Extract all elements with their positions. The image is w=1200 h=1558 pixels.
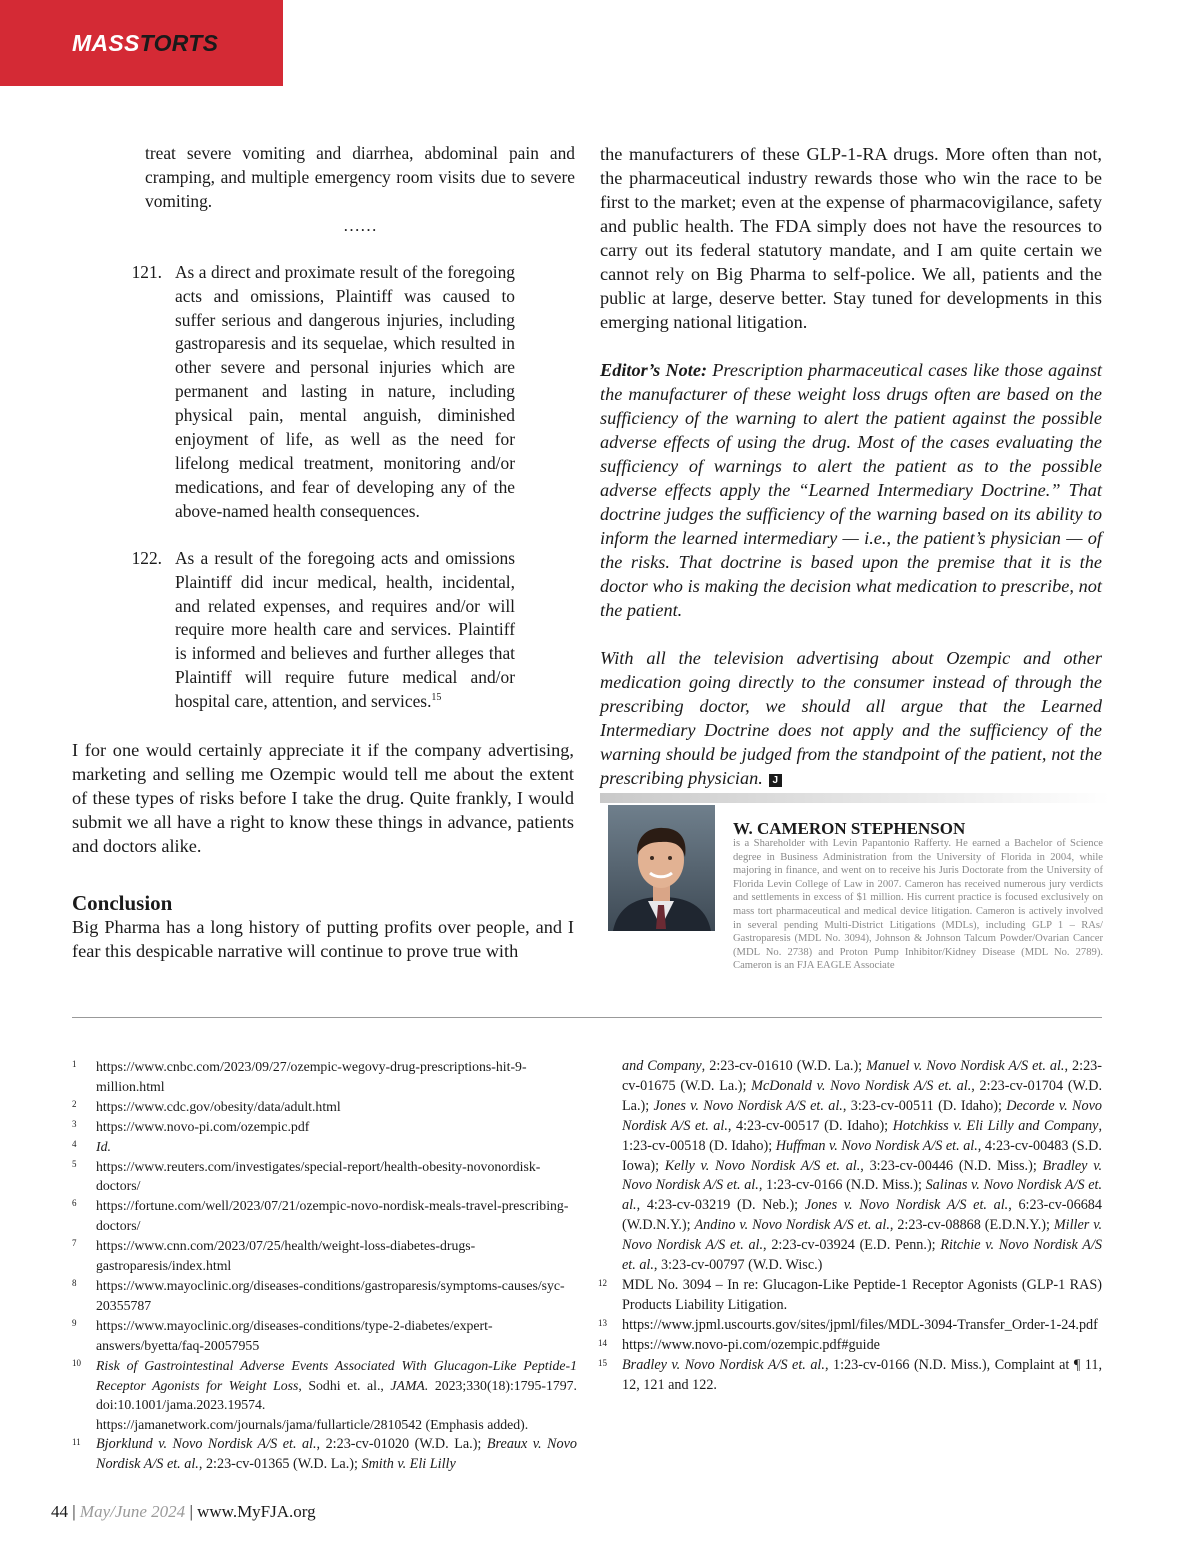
page-number: 44: [51, 1502, 68, 1521]
case-citation: , 2:23-cv-08868 (E.D.N.Y.);: [889, 1217, 1054, 1234]
conclusion-heading: Conclusion: [72, 891, 173, 916]
footnote-item: [598, 1316, 1102, 1336]
footnote-number: 2: [72, 1098, 77, 1109]
footnote-item: [598, 1356, 1102, 1396]
footnote-number: 6: [72, 1198, 77, 1209]
case-citation: , 2:23-cv-01020 (W.D. La.);: [316, 1436, 487, 1453]
footnote-number: 7: [72, 1238, 77, 1249]
footnote-number: 9: [72, 1317, 77, 1328]
case-name: Bjorklund v. Novo Nordisk A/S et. al.: [96, 1436, 317, 1453]
case-name: Manuel v. Novo Nordisk A/S et. al.: [866, 1058, 1065, 1074]
footnote-item: [598, 1336, 1102, 1356]
case-citation: , 2:23-cv-01704 (W.D. La.);: [622, 1077, 1102, 1114]
case-name: Bradley v. Novo Nordisk A/S et. al.: [622, 1157, 1103, 1194]
footnote-text: [96, 1356, 577, 1436]
page-footer: [51, 1502, 316, 1522]
issue-date: May/June 2024: [79, 1502, 186, 1521]
case-name: Smith v. Eli Lilly: [361, 1456, 456, 1473]
section-title-part2: TORTS: [139, 30, 219, 56]
case-name: Bradley v. Novo Nordisk A/S et. al.: [622, 1356, 825, 1373]
case-name: Jones v. Novo Nordisk A/S et. al.: [804, 1197, 1009, 1214]
case-citation: , 2:23-cv-01365 (W.D. La.);: [198, 1456, 362, 1473]
footnote-item: [72, 1157, 577, 1197]
footnote-divider: [72, 1017, 1102, 1018]
footnote-text: [96, 1435, 577, 1475]
case-citation: , 1:23-cv-0166 (N.D. Miss.), Complaint at ¶ 11, 12, 121 and 122.: [622, 1356, 1102, 1393]
left-column: [72, 142, 574, 963]
footnote-number: 8: [72, 1277, 77, 1288]
case-name: Jones v. Novo Nordisk A/S et. al.: [653, 1097, 843, 1114]
footnote-item: [72, 1097, 577, 1117]
journal-name: JAMA.: [390, 1377, 429, 1393]
footnote-list: [598, 1276, 1102, 1356]
conclusion-paragraph: Big Pharma has a long history of putting profits over people, and I fear this despicable narrative will continue to prove true with: [72, 917, 574, 962]
footnote-number: 10: [72, 1357, 81, 1368]
case-citation: , 3:23-cv-00797 (W.D. Wisc.): [653, 1257, 823, 1274]
right-column: [600, 142, 1102, 790]
editors-note-second: [600, 646, 1102, 790]
case-name: McDonald v. Novo Nordisk A/S et. al.: [751, 1077, 972, 1094]
footnote-text: https://www.mayoclinic.org/diseases-conditions/type-2-diabetes/expert-answers/byetta/faq-20057955: [96, 1317, 493, 1353]
footnote-text: https://www.novo-pi.com/ozempic.pdf: [96, 1118, 310, 1134]
footnote-text: https://www.cnbc.com/2023/09/27/ozempic-wegovy-drug-prescriptions-hit-9-million.html: [96, 1059, 527, 1094]
footnote-text: https://www.reuters.com/investigates/special-report/health-obesity-novonordisk-doctors/: [96, 1158, 541, 1194]
author-bio-text: is a Shareholder with Levin Papantonio Rafferty. He earned a Bachelor of Science degree in Business Administration from the University of Florida in 2004, while majoring in finance, and went on to receive his Juris Doctorate from the University of Florida Levin College of Law in 2007. Cameron has received numerous jury verdicts and settlements in excess of $1 million. His current practice is focused exclusively on mass tort pharmaceutical and medical device litigation. Cameron is actively involved in several pending Multi-District Litigations (MDLs), including GLP 1 – RAs/ Gastroparesis (MDL No. 3094), Johnson & Johnson Talcum Powder/Ovarian Cancer (MDL No. 2738) and Proton Pump Inhibitor/Kidney Disease (MDL No. 2789). Cameron is an FJA EAGLE Associate: [733, 838, 1103, 972]
footnote-text: https://www.novo-pi.com/ozempic.pdf#guide: [622, 1336, 880, 1353]
editors-note-second-text: With all the television advertising about Ozempic and other medication going directly to the consumer instead of through the prescribing doctor, we should all argue that the Learned Intermediary Doctrine does not apply and the sufficiency of the warning should be judged from the standpoint of the patient, not the prescribing physician.: [600, 648, 1102, 788]
case-name: Salinas v. Novo Nordisk A/S et. al.: [622, 1177, 1103, 1214]
author-name: W. CAMERON STEPHENSON: [733, 819, 966, 838]
footnote-continuation: [598, 1057, 1102, 1276]
footnote-text: https://www.mayoclinic.org/diseases-conditions/gastroparesis/symptoms-causes/syc-20355787: [96, 1277, 565, 1313]
footnote-text: https://www.cdc.gov/obesity/data/adult.html: [96, 1098, 341, 1114]
case-name: Kelly v. Novo Nordisk A/S et. al.: [664, 1157, 861, 1174]
editors-note-label: Editor’s Note:: [600, 360, 708, 380]
case-name: Andino v. Novo Nordisk A/S et. al.: [694, 1217, 890, 1234]
section-title-part1: MASS: [72, 30, 140, 56]
author-photo: [608, 805, 715, 931]
case-name: and Company: [622, 1058, 702, 1074]
case-name: Hotchkiss v. Eli Lilly and Company: [892, 1117, 1099, 1134]
footnote-list: [72, 1057, 577, 1356]
case-citation: , 2:23-cv-03924 (E.D. Penn.);: [763, 1237, 941, 1254]
case-citation: , 2:23-cv-01675 (W.D. La.);: [622, 1058, 1102, 1094]
item-text: As a direct and proximate result of the foregoing acts and omissions, Plaintiff was caused to suffer serious and dangerous injuries, including gastroparesis and its sequelae, which resulted in other severe and personal injuries which are permanent and lasting in nature, including physical pain, mental anguish, diminished enjoyment of life, as well as the need for lifelong medical treatment, monitoring and/or medications, and fear of developing any of the above-named health consequences.: [175, 261, 515, 521]
complaint-item-122: [72, 547, 574, 714]
footnote-number: 4: [72, 1138, 77, 1149]
case-citation: , 4:23-cv-03219 (D. Neb.);: [636, 1197, 805, 1214]
item-number: 122.: [131, 547, 162, 568]
case-citation: , 3:23-cv-00446 (N.D. Miss.);: [860, 1157, 1043, 1174]
footnote-number: 5: [72, 1158, 77, 1169]
footnote-text: MDL No. 3094 – In re: Glucagon-Like Peptide-1 Receptor Agonists (GLP-1 RAS) Products Liability Litigation.: [622, 1276, 1102, 1313]
case-name: Decorde v. Novo Nordisk A/S et. al.: [622, 1097, 1102, 1134]
author-portrait-icon: [608, 805, 715, 931]
footnotes-left-column: [72, 1057, 577, 1475]
section-title: [72, 30, 218, 57]
case-citation: , 3:23-cv-00511 (D. Idaho);: [842, 1097, 1007, 1114]
footnote-item: [72, 1117, 577, 1137]
footnote-item: [72, 1057, 577, 1097]
website-link[interactable]: www.MyFJA.org: [197, 1502, 316, 1521]
quoted-complaint-text: treat severe vomiting and diarrhea, abdominal pain and cramping, and multiple emergency room visits due to severe vomiting.: [145, 143, 575, 211]
item-text: [175, 547, 515, 714]
footer-separator: |: [185, 1502, 198, 1521]
footnote-item: [72, 1236, 577, 1276]
case-name: Huffman v. Novo Nordisk A/S et. al.: [775, 1137, 978, 1154]
item-number: 121.: [131, 261, 162, 282]
footnote-item: [598, 1276, 1102, 1316]
case-name: Breaux v. Novo Nordisk A/S et. al.: [96, 1436, 577, 1473]
footnote-text: https://www.cnn.com/2023/07/25/health/weight-loss-diabetes-drugs-gastroparesis/index.html: [96, 1238, 476, 1274]
continuation-paragraph: the manufacturers of these GLP-1-RA drugs. More often than not, the pharmaceutical industry rewards those who win the race to be first to the market; even at the expense of pharmacovigilance, safety and public health. The FDA simply does not have the resources to carry out its federal statutory mandate, and I am quite certain we cannot rely on Big Pharma to self-police. We all, patients and the public at large, deserve better. Stay tuned for developments in this emerging national litigation.: [600, 144, 1102, 332]
footnote-text: https://www.jpml.uscourts.gov/sites/jpml/files/MDL-3094-Transfer_Order-1-24.pdf: [622, 1316, 1098, 1333]
footnote-number: 13: [598, 1317, 607, 1328]
case-citation: , 2:23-cv-01610 (W.D. La.);: [701, 1058, 867, 1074]
case-citation: , 6:23-cv-06684 (W.D.N.Y.);: [622, 1197, 1102, 1234]
ellipsis: ……: [343, 215, 377, 235]
footnote-item: [72, 1196, 577, 1236]
footer-separator: |: [68, 1502, 80, 1521]
footnote-number: 12: [598, 1277, 607, 1288]
bio-gradient-bar: [600, 793, 1110, 803]
footnote-item: [72, 1316, 577, 1356]
case-name: Ritchie v. Novo Nordisk A/S et. al.: [622, 1237, 1102, 1274]
item-text-body: As a result of the foregoing acts and omissions Plaintiff did incur medical, health, incidental, and related expenses, and requires and/or will require more health care and services. Plaintiff is informed and believes and further alleges that Plaintiff will require future medical and/or hospital care, attention, and services.: [175, 547, 515, 712]
footnote-text: Id.: [96, 1138, 111, 1154]
article-authors: , Sodhi et. al.,: [298, 1377, 391, 1393]
case-citation: , 1:23-cv-00518 (D. Idaho);: [622, 1117, 1102, 1154]
footnote-text: [622, 1356, 1102, 1396]
footnote-item: [72, 1356, 577, 1436]
footnote-number: 1: [72, 1059, 77, 1069]
case-name: Miller v. Novo Nordisk A/S et. al.: [622, 1217, 1102, 1254]
footnote-number: 3: [72, 1118, 77, 1129]
opinion-paragraph: I for one would certainly appreciate it if the company advertising, marketing and selling me Ozempic would tell me about the extent of these types of risks before I take the drug. Quite frankly, I would submit we all have a right to know these things in advance, patients and doctors alike.: [72, 740, 574, 857]
author-bio: [600, 793, 1110, 983]
footnotes-right-column: [598, 1057, 1102, 1395]
case-citation: , 1:23-cv-0166 (N.D. Miss.);: [758, 1177, 926, 1194]
footnote-item: [72, 1276, 577, 1316]
footnote-number: 15: [598, 1357, 607, 1368]
section-header-tab: [0, 0, 283, 86]
complaint-item-121: [72, 261, 574, 524]
footnote-item: [72, 1435, 577, 1475]
footnote-number: 14: [598, 1337, 607, 1348]
footnote-item: [72, 1137, 577, 1157]
article-title: Risk of Gastrointestinal Adverse Events Associated With Glucagon-Like Peptide-1 Receptor Agonists for Weight Loss: [96, 1357, 577, 1393]
case-citation: , 4:23-cv-00517 (D. Idaho);: [727, 1117, 893, 1134]
article-citation: 2023;330(18):1795-1797. doi:10.1001/jama.2023.19574. https://jamanetwork.com/journals/jama/fullarticle/2810542 (Emphasis added).: [96, 1377, 578, 1433]
case-citation: , 4:23-cv-00483 (S.D. Iowa);: [622, 1137, 1102, 1174]
footnote-number: 11: [72, 1437, 81, 1448]
footnote-text: https://fortune.com/well/2023/07/21/ozempic-novo-nordisk-meals-travel-prescribing-doctors/: [96, 1198, 569, 1234]
editors-note-text: Prescription pharmaceutical cases like those against the manufacturer of these weight loss drugs often are based on the sufficiency of the warning to alert the patient against the possible adverse effects of using the drug. Most of the cases evaluating the sufficiency of warnings to alert the patient as to the possible adverse effects apply the “Learned Intermediary Doctrine.” That doctrine judges the sufficiency of the warning based on its ability to inform the learned intermediary — i.e., the patient’s physician — of the risks. That doctrine is based upon the premise that it is the doctor who is making the decision what medication to prescribe, not the patient.: [600, 360, 1103, 620]
end-of-article-mark: J: [769, 774, 782, 787]
footnote-ref: 15: [431, 692, 442, 704]
editors-note: [600, 358, 1102, 622]
